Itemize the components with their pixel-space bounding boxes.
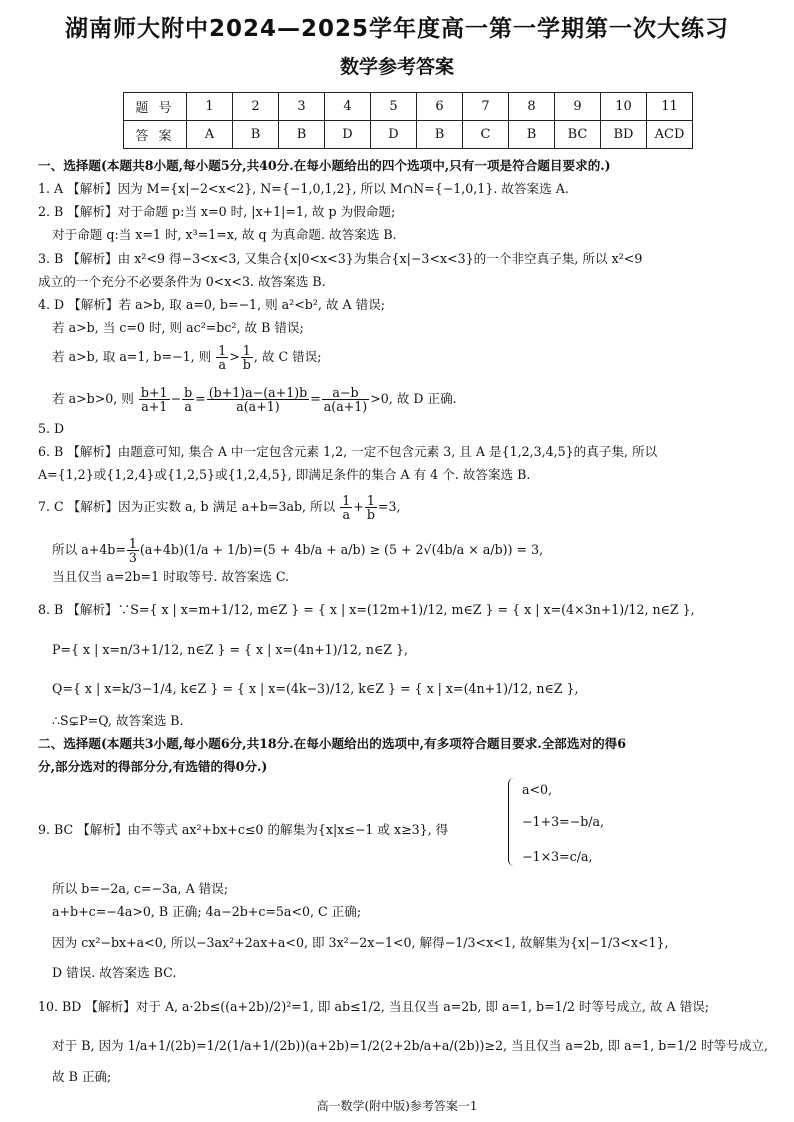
answer-table-answer-row (124, 121, 693, 149)
fraction (241, 344, 253, 371)
q2-line: 2. B 【解析】对于命题 p:当 x=0 时, |x+1|=1, 故 p 为假命题; (38, 204, 396, 219)
q2-line: 对于命题 q:当 x=1 时, x³=1=x, 故 q 为真命题. 故答案选 B. (52, 227, 397, 242)
q9-system-line: a<0, (522, 782, 553, 797)
q8-line: Q={ x | x=k/3−1/4, k∈Z } = { x | x=(4k−3)/12, k∈Z } = { x | x=(4n+1)/12, n∈Z }, (52, 681, 579, 696)
q7-text: 所以 a+4b= (52, 542, 126, 557)
q8-text: P= (52, 642, 72, 657)
numerator: 1 (128, 536, 137, 551)
q3-line: 成立的一个充分不必要条件为 0<x<3. 故答案选 B. (38, 274, 326, 289)
q10-line: 10. BD 【解析】对于 A, a·2b≤((a+2b)/2)²=1, 即 ab≤1/2, 当且仅当 a=2b, 即 a=1, b=1/2 时等号成立, 故 A 错误; (38, 999, 710, 1014)
denominator: b (366, 507, 375, 522)
denominator: a(a+1) (236, 399, 280, 414)
answer-table (123, 92, 693, 149)
set-expression: { x | x=(12m+1)/12, m∈Z } (317, 602, 494, 617)
q9-line: D 错误. 故答案选 BC. (52, 965, 177, 980)
document-title: 湖南师大附中2024—2025学年度高一第一学期第一次大练习 (64, 16, 730, 42)
numerator: 1 (365, 494, 377, 508)
set-expression: { x | x=(4k−3)/12, k∈Z } (236, 681, 396, 696)
q10-line: 对于 B, 因为 1/a+1/(2b)=1/2(1/a+1/(2b))(a+2b)=1/2(2+2b/a+a/(2b))≥2, 当且仅当 a=2b, 即 a=1, b=1/2 时等号成立, (52, 1038, 769, 1053)
q7-line (52, 537, 543, 564)
equation-system-brace (508, 778, 519, 866)
set-expression: { x | x=(4×3n+1)/12, n∈Z }, (512, 602, 695, 617)
q7-text: (5 + 2√(4b/a × a/b)) = 3, (384, 542, 544, 557)
q7-text: (5 + 4b/a + a/b) ≥ (262, 542, 385, 557)
answer-cell: A (187, 121, 233, 149)
q7-text: 7. C 【解析】因为正实数 a, b 满足 a+b=3ab, 所以 (38, 499, 336, 514)
answer-cell: B (509, 121, 555, 149)
set-expression: { x | x=m+1/12, m∈Z } (149, 602, 300, 617)
denominator: a (342, 507, 351, 522)
set-expression: { x | x=(4n+1)/12, n∈Z }, (244, 642, 409, 657)
q7-line: 当且仅当 a=2b=1 时取等号. 故答案选 C. (52, 569, 290, 584)
q9-line: 因为 cx²−bx+a<0, 所以−3ax²+2ax+a<0, 即 3x²−2x−1<0, 解得−1/3<x<1, 故解集为{x|−1/3<x<1}, (52, 935, 669, 950)
question-number: 9 (555, 93, 601, 121)
answer-cell: ACD (647, 121, 693, 149)
q8-line: 8. B 【解析】∵S={ x | x=m+1/12, m∈Z } = { x | x=(12m+1)/12, m∈Z } = { x | x=(4×3n+1)/12, n∈Z }, (38, 602, 695, 617)
set-expression: { x | x=n/3+1/12, n∈Z } (71, 642, 226, 657)
q9-line: 9. BC 【解析】由不等式 ax²+bx+c≤0 的解集为{x|x≤−1 或 x≥3}, 得 (38, 822, 449, 837)
question-number: 11 (647, 93, 693, 121)
question-number: 10 (601, 93, 647, 121)
answer-table-row-label: 题 号 (124, 93, 187, 121)
q9-system-line: −1×3=c/a, (522, 849, 593, 864)
fraction (216, 344, 228, 371)
section-2-heading: 分,部分选对的得部分分,有选错的得0分.) (38, 759, 268, 774)
fraction (182, 386, 194, 413)
page-footer: 高一数学(附中版)参考答案一1 (316, 1099, 478, 1113)
denominator: a(a+1) (323, 399, 368, 414)
denominator: 3 (128, 550, 137, 565)
q8-line: ∴S⊊P=Q, 故答案选 B. (52, 713, 184, 728)
section-1-heading: 一、选择题(本题共8小题,每小题5分,共40分.在每小题给出的四个选项中,只有一项是符合题目要求的.) (38, 158, 611, 173)
answer-cell: B (279, 121, 325, 149)
set-expression: { x | x=(4n+1)/12, n∈Z }, (414, 681, 579, 696)
q8-line: P={ x | x=n/3+1/12, n∈Z } = { x | x=(4n+1)/12, n∈Z }, (52, 642, 409, 657)
q9-line: a+b+c=−4a>0, B 正确; 4a−2b+c=5a<0, C 正确; (52, 904, 362, 919)
q7-text: (a+4b)(1/a + 1/b)= (139, 542, 263, 557)
denominator: a (184, 399, 192, 414)
numerator: b+1 (140, 385, 168, 400)
numerator: 1 (241, 344, 253, 358)
numerator: (b+1)a−(a+1)b (208, 385, 308, 400)
document-subtitle: 数学参考答案 (339, 56, 454, 78)
answer-cell: D (325, 121, 371, 149)
answer-table-number-row (124, 93, 693, 121)
fraction (139, 386, 170, 413)
answer-cell: BC (555, 121, 601, 149)
fraction (207, 386, 309, 413)
question-number: 7 (463, 93, 509, 121)
fraction (322, 386, 369, 413)
numerator: 1 (218, 343, 227, 358)
q4-line: 若 a>b, 当 c=0 时, 则 ac²=bc², 故 B 错误; (52, 320, 304, 335)
fraction (127, 537, 139, 564)
q4-line: 若 a>b>0, 则 $\frac{b+1}{a+1}$ − $\frac{b}{a}$ = $\frac{(b+1)a-(a+1)b}{a(a+1)}$ = $\frac{a-b}{a(a+1)}$ >0, 故 D 正确. (52, 385, 457, 414)
denominator: a+1 (141, 399, 168, 414)
q7-text: =3, (377, 499, 401, 514)
q10-line: 故 B 正确; (52, 1069, 112, 1084)
answer-cell: B (417, 121, 463, 149)
question-number: 2 (233, 93, 279, 121)
q1-line: 1. A 【解析】因为 M={x|−2<x<2}, N={−1,0,1,2}, 所以 M∩N={−1,0,1}. 故答案选 A. (38, 181, 569, 196)
fraction (340, 494, 352, 521)
q8-text: Q= (52, 681, 73, 696)
answer-cell: D (371, 121, 417, 149)
q8-text: 8. B 【解析】∵S= (38, 602, 150, 617)
q7-line: 7. C 【解析】因为正实数 a, b 满足 a+b=3ab, 所以 $\frac{1}{a}$ + $\frac{1}{b}$ =3, (38, 493, 401, 522)
question-number: 8 (509, 93, 555, 121)
q9-system-line: −1+3=−b/a, (522, 814, 605, 829)
q9-line: 所以 b=−2a, c=−3a, A 错误; (52, 881, 229, 896)
question-number: 4 (325, 93, 371, 121)
answer-table-row-label: 答 案 (124, 121, 187, 149)
q6-line: 6. B 【解析】由题意可知, 集合 A 中一定包含元素 1,2, 一定不包含元素 3, 且 A 是{1,2,3,4,5}的真子集, 所以 (38, 444, 658, 459)
numerator: a−b (322, 386, 369, 400)
question-number: 1 (187, 93, 233, 121)
q6-line: A={1,2}或{1,2,4}或{1,2,5}或{1,2,4,5}, 即满足条件的集合 A 有 4 个. 故答案选 B. (38, 467, 531, 482)
q4-line: 若 a>b, 取 a=1, b=−1, 则 $\frac{1}{a}$ > $\frac{1}{b}$ , 故 C 错误; (52, 343, 322, 372)
question-number: 6 (417, 93, 463, 121)
denominator: a (218, 357, 226, 372)
q4-text: 若 a>b, 取 a=1, b=−1, 则 (52, 349, 212, 364)
question-number: 3 (279, 93, 325, 121)
q5-line: 5. D (38, 421, 65, 436)
set-expression: { x | x=k/3−1/4, k∈Z } (72, 681, 219, 696)
q4-text: >0, 故 D 正确. (370, 391, 457, 406)
q3-line: 3. B 【解析】由 x²<9 得−3<x<3, 又集合{x|0<x<3}为集合{x|−3<x<3}的一个非空真子集, 所以 x²<9 (38, 251, 643, 266)
numerator: b (184, 385, 193, 400)
denominator: b (242, 357, 251, 372)
fraction (365, 494, 377, 521)
section-2-heading: 二、选择题(本题共3小题,每小题6分,共18分.在每小题给出的选项中,有多项符合题目要求.全部选对的得6 (38, 736, 627, 751)
answer-cell: B (233, 121, 279, 149)
q4-line: 4. D 【解析】若 a>b, 取 a=0, b=−1, 则 a²<b², 故 A 错误; (38, 297, 386, 312)
q4-text: 若 a>b>0, 则 (52, 391, 134, 406)
numerator: 1 (342, 493, 351, 508)
question-number: 5 (371, 93, 417, 121)
answer-cell: C (463, 121, 509, 149)
q4-text: , 故 C 错误; (253, 349, 322, 364)
answer-cell: BD (601, 121, 647, 149)
